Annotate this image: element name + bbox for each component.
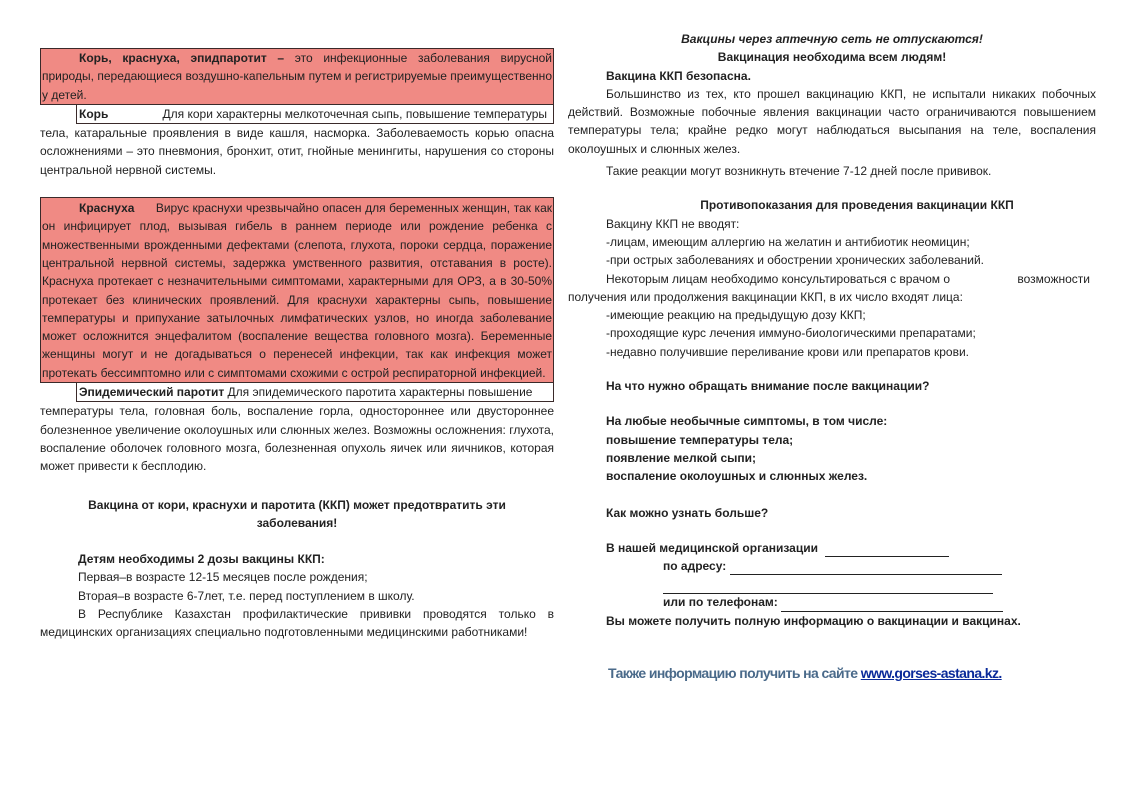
consult-line-0: -имеющие реакцию на предыдущую дозу ККП;: [606, 308, 866, 323]
consult-rest: получения или продолжения вакцинации ККП, в их число входят лица:: [568, 289, 963, 304]
mumps-title: Эпидемический паротит: [79, 385, 225, 400]
doses-block: [40, 550, 554, 641]
safe-text: Большинство из тех, кто прошел вакцинацию ККП, не испытали никаких побочных действий. Возможные побочные явления вакцинации часто ограничиваются повышением температуры тела; крайне редко могут наблюдаться высыпания на теле, воспаления околоушных и слюнных желез.: [568, 86, 1096, 156]
intro-block: [40, 48, 554, 105]
address-label: по адресу:: [663, 559, 727, 574]
kz-lead: В Республике Казахстан профилактические прививки проводятся только в: [78, 607, 554, 622]
safe-title: Вакцина ККП безопасна.: [606, 68, 751, 83]
pharmacy-note-text: Вакцины через аптечную сеть не отпускаются!: [681, 32, 983, 46]
phone-blank[interactable]: [781, 597, 1003, 612]
consult-line-2: -недавно получившие переливание крови или препаратов крови.: [606, 344, 969, 359]
doses-title: Детям необходимы 2 дозы вакцины ККП:: [78, 552, 325, 567]
dose-second: Вторая–в возрасте 6-7лет, т.е. перед поступлением в школу.: [78, 588, 415, 603]
phone-line: [568, 593, 1096, 611]
org-line: [568, 539, 1096, 557]
contra-line-2: -при острых заболеваниях и обострении хронических заболеваний.: [606, 253, 984, 268]
rubella-text: [42, 199, 552, 382]
consult-lead-line: [568, 270, 1096, 288]
contra-title: [568, 196, 1096, 214]
rubella-block: [40, 197, 554, 383]
measles-section: [40, 105, 554, 179]
rubella-body: Вирус краснухи чрезвычайно опасен для беременных женщин, так как он инфицирует плод, вызывая гибель в раннем периоде или рождение ребенка с множественными врожденными дефектами (слепота, глухота, пороки сердца, поражение центральной нервной системы, задержка умственного развития, отставания в росте). Краснуха протекает с незначительными симптомами, характерными для ОРЗ, а в 30-50% протекает без клинических проявлений. Для краснухи характерны сыпь, повышение температуры и припухание затылочных лимфатических узлов, но иногда заболевание может осложнится энцефалитом (воспаление вещества головного мозга). Беременные женщины могут и не догадываться о перенесей инфекции, так как инфекция может протекать бессимптомно или с симптомами схожими с острой респираторной инфекцией.: [42, 201, 552, 380]
everyone-text: Вакцинация необходима всем людям!: [717, 50, 947, 65]
address-line: [568, 557, 1096, 575]
mumps-text: температуры тела, головная боль, воспаление горла, одностороннее или двустороннее болезненное увеличение околоушных или слюнных желез. Возможны осложнения: глухота, воспаление оболочек головного мозга, болезненная опухоль яичек или яичников, которая может привести к бесплодию.: [40, 404, 554, 474]
rubella-title: Краснуха: [79, 201, 135, 216]
mumps-header: [76, 383, 554, 402]
org-blank[interactable]: [825, 542, 949, 557]
measles-title: Корь: [79, 106, 109, 121]
attention-question: На что нужно обращать внимание после вакцинации?: [606, 379, 930, 394]
site-text: Также информацию получить на сайте: [608, 665, 861, 682]
mumps-section: [40, 383, 554, 475]
address-blank-2[interactable]: [663, 579, 993, 594]
contra-line-1: -лицам, имеющим аллергию на желатин и антибиотик неомицин;: [606, 234, 970, 249]
measles-header: [76, 105, 554, 124]
intro-text: [42, 49, 552, 104]
reactions-text: Такие реакции могут возникнуть втечение 7-12 дней после прививок.: [606, 164, 992, 179]
site-link[interactable]: www.gorses-astana.kz.: [860, 665, 1002, 682]
symptom-3: воспаление околоушных и слюнных желез.: [606, 469, 868, 484]
contra-title-text: Противопоказания для проведения вакцинации ККП: [700, 198, 1014, 213]
vaccine-heading: [40, 496, 554, 533]
address-blank[interactable]: [730, 560, 1002, 575]
intro-title: Корь, краснуха, эпидпаротит –: [79, 51, 285, 65]
mumps-lead: Для эпидемического паротита характерны повышение: [224, 385, 533, 400]
consult-line-1: -проходящие курс лечения иммуно-биологическими препаратами;: [606, 326, 976, 341]
consult-lead: Некоторым лицам необходимо консультироваться с врачом о: [606, 271, 951, 286]
kz-rest: медицинских организациях специально подготовленными медицинскими работниками!: [40, 625, 528, 640]
pharmacy-note: [568, 30, 1096, 48]
intro-body: это инфекционные заболевания вирусной природы, передающиеся воздушно-капельным путем и регистрируемые преимущественно у детей.: [42, 51, 552, 102]
left-column: [40, 48, 554, 642]
learn-question: Как можно узнать больше?: [606, 505, 769, 520]
address-line-2: [568, 575, 1096, 593]
measles-text: тела, катаральные проявления в виде кашля, насморка. Заболеваемость корью опасна осложнениями – это пневмония, бронхит, отит, гнойные менингиты, нарушения со стороны центральной нервной системы.: [40, 126, 554, 177]
contra-line-0: Вакцину ККП не вводят:: [606, 216, 740, 231]
full-info: Вы можете получить полную информацию о вакцинации и вакцинах.: [606, 613, 1021, 628]
measles-lead: Для кори характерны мелкоточечная сыпь, повышение температуры: [162, 106, 547, 121]
site-line: [568, 664, 1096, 682]
symptom-1: повышение температуры тела;: [606, 432, 794, 447]
dose-first: Первая–в возрасте 12-15 месяцев после рождения;: [78, 570, 368, 585]
symptom-0: На любые необычные симптомы, в том числе:: [606, 414, 888, 429]
symptom-2: появление мелкой сыпи;: [606, 450, 757, 465]
phone-label: или по телефонам:: [663, 595, 778, 610]
org-label: В нашей медицинской организации: [606, 540, 818, 555]
everyone-line: [568, 48, 1096, 66]
right-column: [568, 30, 1096, 682]
vaccine-heading-text: Вакцина от кори, краснухи и паротита (ККП) может предотвратить эти заболевания!: [88, 497, 506, 530]
consult-mid: возможности: [1017, 271, 1090, 286]
